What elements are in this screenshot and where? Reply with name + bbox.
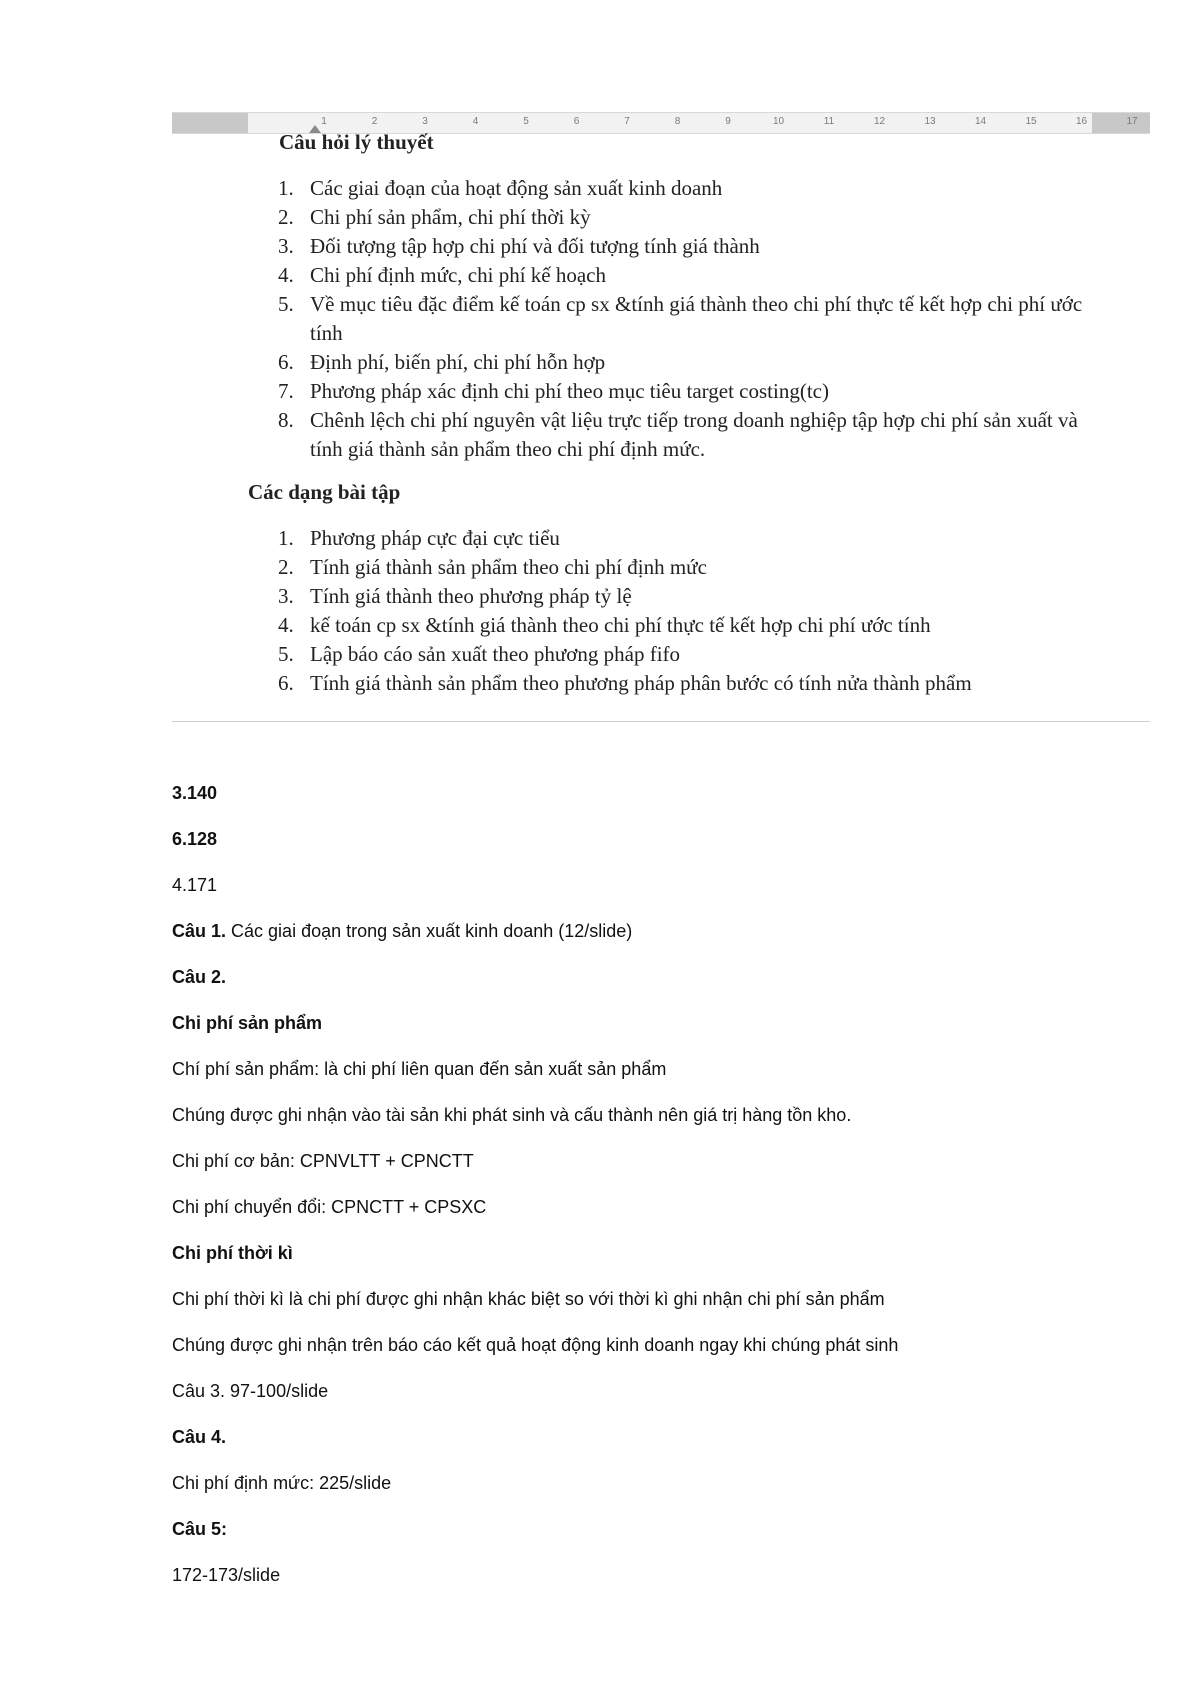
ruler-tick-label: 10 xyxy=(772,116,785,127)
list-item-number: 3. xyxy=(278,234,294,258)
ruler-tick-label: 1 xyxy=(321,116,327,127)
theory-list-item xyxy=(278,290,1098,348)
question-1-label: Câu 1. xyxy=(172,921,227,941)
ruler-tick-label: 7 xyxy=(624,116,630,127)
theory-list-item xyxy=(278,174,1098,203)
list-item-number: 1. xyxy=(278,526,294,550)
theory-title: Câu hỏi lý thuyết xyxy=(279,130,434,154)
theory-list-item xyxy=(278,377,1098,406)
ruler-tick-label: 15 xyxy=(1025,116,1037,127)
product-cost-note: Chúng được ghi nhận vào tài sản khi phát sinh và cấu thành nên giá trị hàng tồn kho. xyxy=(172,1105,852,1125)
question-3: Câu 3. 97-100/slide xyxy=(172,1381,329,1401)
product-cost-heading: Chi phí sản phẩm xyxy=(172,1013,323,1033)
list-item-text: Về mục tiêu đặc điểm kế toán cp sx &tính giá thành theo chi phí thực tế kết hợp chi phí ước tính xyxy=(310,292,1083,345)
list-item-number: 5. xyxy=(278,642,294,666)
note-number-3: 4.171 xyxy=(172,875,218,895)
question-1-text: Các giai đoạn trong sản xuất kinh doanh (12/slide) xyxy=(226,921,633,941)
question-1 xyxy=(172,920,1152,966)
ruler-tick-label: 14 xyxy=(974,116,987,127)
question-5-label: Câu 5: xyxy=(172,1519,228,1539)
list-item-text: Định phí, biến phí, chi phí hỗn hợp xyxy=(310,350,606,374)
list-item-number: 2. xyxy=(278,555,294,579)
exercises-list-item xyxy=(278,524,1098,553)
ruler-tick-label: 16 xyxy=(1075,116,1088,127)
list-item-number: 7. xyxy=(278,379,294,403)
ruler-tick-label: 9 xyxy=(725,116,731,127)
list-item-number: 2. xyxy=(278,205,294,229)
ruler-tick-label: 13 xyxy=(924,116,936,127)
notes-body xyxy=(172,782,1152,1610)
question-5-reference: 172-173/slide xyxy=(172,1565,281,1585)
list-item-text: Chi phí định mức, chi phí kế hoạch xyxy=(310,263,606,287)
ruler-tick-label: 12 xyxy=(873,116,886,127)
theory-list-item xyxy=(278,203,1098,232)
question-2-label: Câu 2. xyxy=(172,967,227,987)
period-cost-note: Chúng được ghi nhận trên báo cáo kết quả hoạt động kinh doanh ngay khi chúng phát sinh xyxy=(172,1335,899,1355)
exercises-list xyxy=(278,524,1098,698)
list-item-number: 1. xyxy=(278,176,294,200)
product-cost-definition: Chí phí sản phẩm: là chi phí liên quan đến sản xuất sản phẩm xyxy=(172,1059,667,1079)
list-item-text: Tính giá thành theo phương pháp tỷ lệ xyxy=(310,584,632,608)
image-bottom-border xyxy=(172,721,1150,722)
conversion-cost-line: Chi phí chuyển đổi: CPNCTT + CPSXC xyxy=(172,1197,487,1217)
period-cost-definition: Chi phí thời kì là chi phí được ghi nhận khác biệt so với thời kì ghi nhận chi phí sản phẩm xyxy=(172,1289,885,1309)
theory-list-item xyxy=(278,406,1098,464)
ruler-tick-label: 8 xyxy=(674,116,681,127)
ruler-tick-label: 2 xyxy=(371,116,378,127)
exercises-list-item xyxy=(278,553,1098,582)
ruler-tick-label: 5 xyxy=(523,116,529,127)
standard-cost-line: Chi phí định mức: 225/slide xyxy=(172,1473,392,1493)
exercises-list-item xyxy=(278,669,1098,698)
list-item-number: 8. xyxy=(278,408,294,432)
list-item-text: Đối tượng tập hợp chi phí và đối tượng tính giá thành xyxy=(310,234,760,258)
list-item-number: 4. xyxy=(278,613,294,637)
list-item-text: Phương pháp cực đại cực tiểu xyxy=(310,526,560,550)
ruler-tick-label: 17 xyxy=(1126,116,1138,127)
theory-list-item xyxy=(278,261,1098,290)
ruler-tick-label: 6 xyxy=(573,116,580,127)
note-number-1: 3.140 xyxy=(172,783,218,803)
list-item-text: kế toán cp sx &tính giá thành theo chi phí thực tế kết hợp chi phí ước tính xyxy=(310,613,931,637)
list-item-number: 5. xyxy=(278,292,294,316)
theory-list xyxy=(278,174,1098,464)
list-item-number: 4. xyxy=(278,263,294,287)
list-item-number: 6. xyxy=(278,350,294,374)
list-item-text: Chênh lệch chi phí nguyên vật liệu trực tiếp trong doanh nghiệp tập hợp chi phí sản xuất và tính giá thành sản phẩm theo chi phí định mức. xyxy=(310,408,1078,461)
ruler-tick-label: 11 xyxy=(823,116,835,127)
list-item-number: 3. xyxy=(278,584,294,608)
list-item-text: Lập báo cáo sản xuất theo phương pháp fifo xyxy=(310,642,681,666)
theory-list-item xyxy=(278,348,1098,377)
ruler-tick-label: 3 xyxy=(422,116,428,127)
basic-cost-line: Chi phí cơ bản: CPNVLTT + CPNCTT xyxy=(172,1151,474,1171)
list-item-number: 6. xyxy=(278,671,294,695)
list-item-text: Tính giá thành sản phẩm theo phương pháp phân bước có tính nửa thành phẩm xyxy=(310,671,972,695)
embedded-image-outline xyxy=(172,132,1150,722)
period-cost-heading: Chi phí thời kì xyxy=(172,1243,293,1263)
theory-list-item xyxy=(278,232,1098,261)
exercises-title: Các dạng bài tập xyxy=(248,480,401,504)
list-item-text: Tính giá thành sản phẩm theo chi phí định mức xyxy=(310,555,707,579)
note-number-2: 6.128 xyxy=(172,829,218,849)
list-item-text: Chi phí sản phẩm, chi phí thời kỳ xyxy=(310,205,591,229)
list-item-text: Phương pháp xác định chi phí theo mục tiêu target costing(tc) xyxy=(310,379,829,403)
question-4-label: Câu 4. xyxy=(172,1427,227,1447)
exercises-list-item xyxy=(278,640,1098,669)
exercises-list-item xyxy=(278,582,1098,611)
exercises-list-item xyxy=(278,611,1098,640)
ruler-tick-label: 4 xyxy=(472,116,479,127)
list-item-text: Các giai đoạn của hoạt động sản xuất kinh doanh xyxy=(310,176,723,200)
